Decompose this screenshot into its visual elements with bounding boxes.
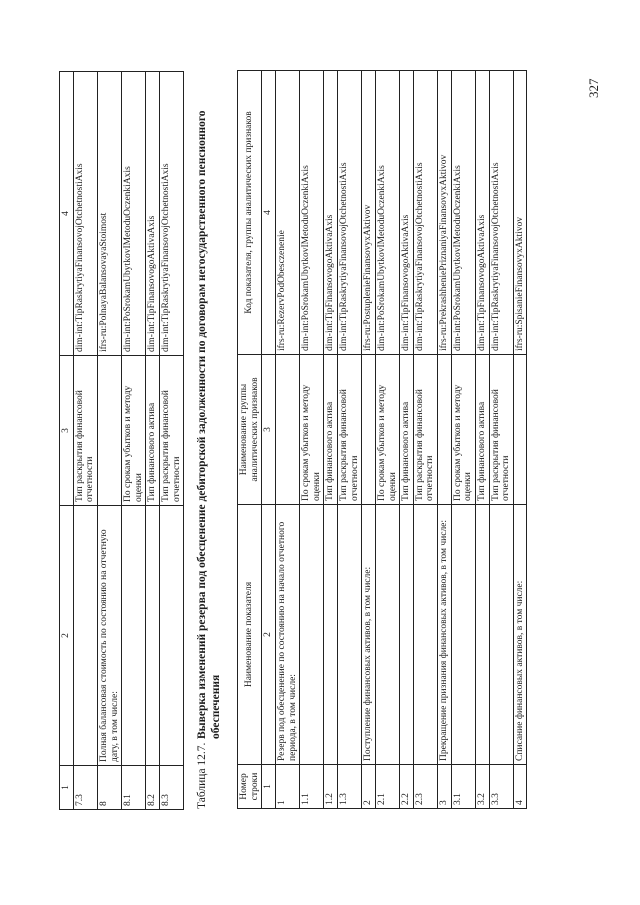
indicator-code: dim-int:PoSrokamUbytkovIMetoduOczenkiAxis [375,71,399,355]
table-row [73,72,97,810]
reconciliation-table [237,70,527,809]
indicator-code: dim-int:TipFinansovogoAktivaAxis [324,71,338,355]
indicator-code: dim-int:TipFinansovogoAktivaAxis [146,72,160,356]
table-row [362,71,376,809]
column-index: 4 [60,72,74,356]
row-number: 8.3 [160,766,184,810]
indicator-name: Полная балансовая стоимость по состоянию на отчетную дату, в том числе: [97,506,121,766]
indicator-name [146,506,160,766]
row-number: 2.3 [413,765,437,809]
indicator-name [122,506,146,766]
group-name: По срокам убытков и методу оценки [300,355,324,505]
indicator-code: dim-int:TipRaskrytiyaFinansovojOtchetnostiAxis [489,71,513,355]
indicator-name [338,505,362,765]
row-number: 1 [275,765,299,809]
indicator-code: ifrs-ru:RezervPodObesczenenie [275,71,299,355]
header-code: Код показателя, группы аналитических признаков [238,71,262,355]
group-name: Тип финансового актива [324,355,338,505]
table-row [513,71,527,809]
indicator-code: dim-int:PoSrokamUbytkovIMetoduOczenkiAxis [451,71,475,355]
row-number: 3.3 [489,765,513,809]
table-header-row [60,72,74,810]
group-name [513,355,527,505]
group-name [97,356,121,506]
table-title: Выверка изменений резерва под обесценение дебиторской задолженности по договорам негосударственного пенсионного обеспечения [196,110,223,739]
indicator-name [475,505,489,765]
indicator-code: ifrs-ru:PostuplenieFinansovyxAktivov [362,71,376,355]
indicator-code: dim-int:TipRaskrytiyaFinansovojOtchetnostiAxis [338,71,362,355]
indicator-name: Резерв под обесценение по состоянию на начало отчетного периода, в том числе: [275,505,299,765]
group-name: По срокам убытков и методу оценки [451,355,475,505]
column-index: 2 [60,506,74,766]
table-row [146,72,160,810]
indicator-name [73,506,97,766]
row-number: 2.1 [375,765,399,809]
indicator-name: Поступление финансовых активов, в том числе: [362,505,376,765]
group-name: Тип финансового актива [400,355,414,505]
row-number: 3 [438,765,452,809]
group-name: По срокам убытков и методу оценки [375,355,399,505]
indicator-code: ifrs-ru:SpisanieFinansovyxAktivov [513,71,527,355]
row-number: 7.3 [73,766,97,810]
indicator-code: dim-int:TipRaskrytiyaFinansovojOtchetnostiAxis [73,72,97,356]
indicator-code: dim-int:TipFinansovogoAktivaAxis [400,71,414,355]
group-name [362,355,376,505]
indicator-code: dim-int:PoSrokamUbytkovIMetoduOczenkiAxis [300,71,324,355]
group-name: Тип раскрытия финансовой отчетности [338,355,362,505]
group-name: Тип финансового актива [146,356,160,506]
indicator-name [413,505,437,765]
row-number: 1.3 [338,765,362,809]
indicator-name [489,505,513,765]
table-row [413,71,437,809]
indicator-code: dim-int:PoSrokamUbytkovIMetoduOczenkiAxis [122,72,146,356]
group-name: Тип раскрытия финансовой отчетности [160,356,184,506]
row-number: 8.1 [122,766,146,810]
table-row [438,71,452,809]
row-number: 2 [362,765,376,809]
table-row [400,71,414,809]
table-header-row [238,71,262,809]
indicator-name [400,505,414,765]
table-index-row [262,71,276,809]
table-row [489,71,513,809]
group-name: Тип раскрытия финансовой отчетности [73,356,97,506]
table-row [97,72,121,810]
group-name: Тип раскрытия финансовой отчетности [413,355,437,505]
table-row [300,71,324,809]
indicator-code: ifrs-ru:PolnayaBalansovayaStoimost [97,72,121,356]
column-index: 1 [60,766,74,810]
group-name: Тип финансового актива [475,355,489,505]
column-index: 1 [262,765,276,809]
indicator-code: dim-int:TipRaskrytiyaFinansovojOtchetnostiAxis [413,71,437,355]
table-row [451,71,475,809]
row-number: 8 [97,766,121,810]
table-row [160,72,184,810]
column-index: 3 [262,355,276,505]
indicator-code: ifrs-ru:PrekrashheniePriznaniyaFinansovyxAktivov [438,71,452,355]
indicator-name: Списание финансовых активов, в том числе: [513,505,527,765]
row-number: 1.1 [300,765,324,809]
continuation-table [59,71,184,810]
table-number: Таблица 12.7. [196,742,208,809]
column-index: 4 [262,71,276,355]
group-name [438,355,452,505]
header-row-number: Номер строки [238,765,262,809]
indicator-name [160,506,184,766]
page-number: 327 [586,78,601,98]
table-row [324,71,338,809]
indicator-code: dim-int:TipFinansovogoAktivaAxis [475,71,489,355]
row-number: 2.2 [400,765,414,809]
indicator-name [300,505,324,765]
table-body [73,72,184,810]
indicator-name [375,505,399,765]
indicator-name [451,505,475,765]
table-row [375,71,399,809]
column-index: 2 [262,505,276,765]
header-group-name: Наименование группы аналитических признаков [238,355,262,505]
header-indicator-name: Наименование показателя [238,505,262,765]
table-row [122,72,146,810]
table-row [475,71,489,809]
table-body [275,71,527,809]
group-name [275,355,299,505]
row-number: 4 [513,765,527,809]
group-name: Тип раскрытия финансовой отчетности [489,355,513,505]
indicator-name [324,505,338,765]
row-number: 3.1 [451,765,475,809]
table-row [338,71,362,809]
indicator-code: dim-int:TipRaskrytiyaFinansovojOtchetnostiAxis [160,72,184,356]
row-number: 8.2 [146,766,160,810]
group-name: По срокам убытков и методу оценки [122,356,146,506]
table-row [275,71,299,809]
row-number: 3.2 [475,765,489,809]
column-index: 3 [60,356,74,506]
indicator-name: Прекращение признания финансовых активов, в том числе: [438,505,452,765]
row-number: 1.2 [324,765,338,809]
